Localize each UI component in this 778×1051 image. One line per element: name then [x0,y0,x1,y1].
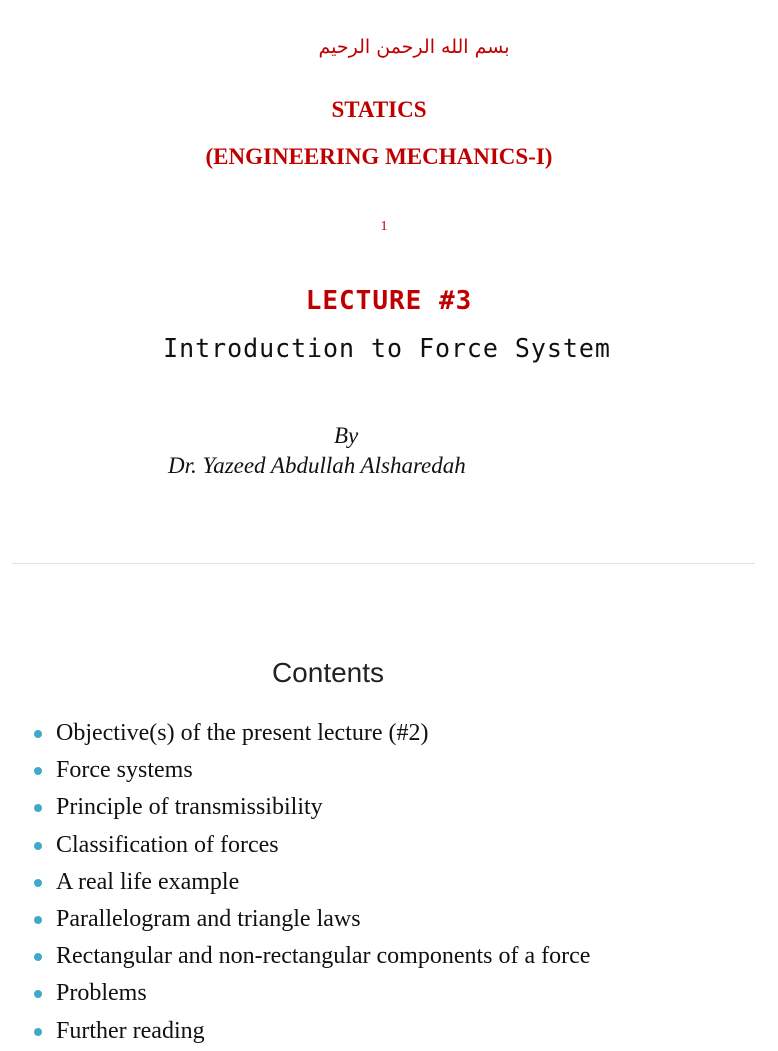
list-item [32,939,590,976]
list-item-text: Classification of forces [56,831,279,858]
lecture-title: Introduction to Force System [163,334,611,364]
list-item-text: Objective(s) of the present lecture (#2) [56,720,429,746]
by-label: By [334,423,359,448]
bullet-icon [34,916,42,924]
bullet-icon [34,990,42,998]
contents-list [32,716,590,1051]
lecture-number: LECTURE #3 [305,286,473,316]
list-item [32,1014,590,1051]
course-title: STATICS [331,97,427,122]
author-name: Dr. Yazeed Abdullah Alsharedah [168,453,466,478]
list-item-text: Force systems [56,757,193,784]
list-item-text: Problems [56,980,147,1007]
list-item [32,790,590,827]
bullet-icon [34,953,42,961]
slide-divider [12,563,755,564]
list-item-text: A real life example [56,868,240,895]
course-subtitle: (ENGINEERING MECHANICS-I) [205,144,553,169]
list-item-text: Principle of transmissibility [56,794,323,821]
basmala-text: بسم الله الرحمن الرحيم [318,36,510,58]
list-item [32,976,590,1013]
bullet-icon [34,767,42,775]
bullet-icon [34,804,42,812]
list-item [32,716,590,753]
list-item-text: Further reading [56,1017,205,1044]
list-item-text: Parallelogram and triangle laws [56,905,361,932]
bullet-icon [34,842,42,850]
bullet-icon [34,730,42,738]
list-item [32,753,590,790]
list-item [32,828,590,865]
list-item [32,865,590,902]
page-number: 1 [380,219,388,234]
bullet-icon [34,879,42,887]
list-item [32,902,590,939]
bullet-icon [34,1028,42,1036]
list-item-text: Rectangular and non-rectangular components of a force [56,943,591,970]
contents-heading: Contents [271,657,385,688]
